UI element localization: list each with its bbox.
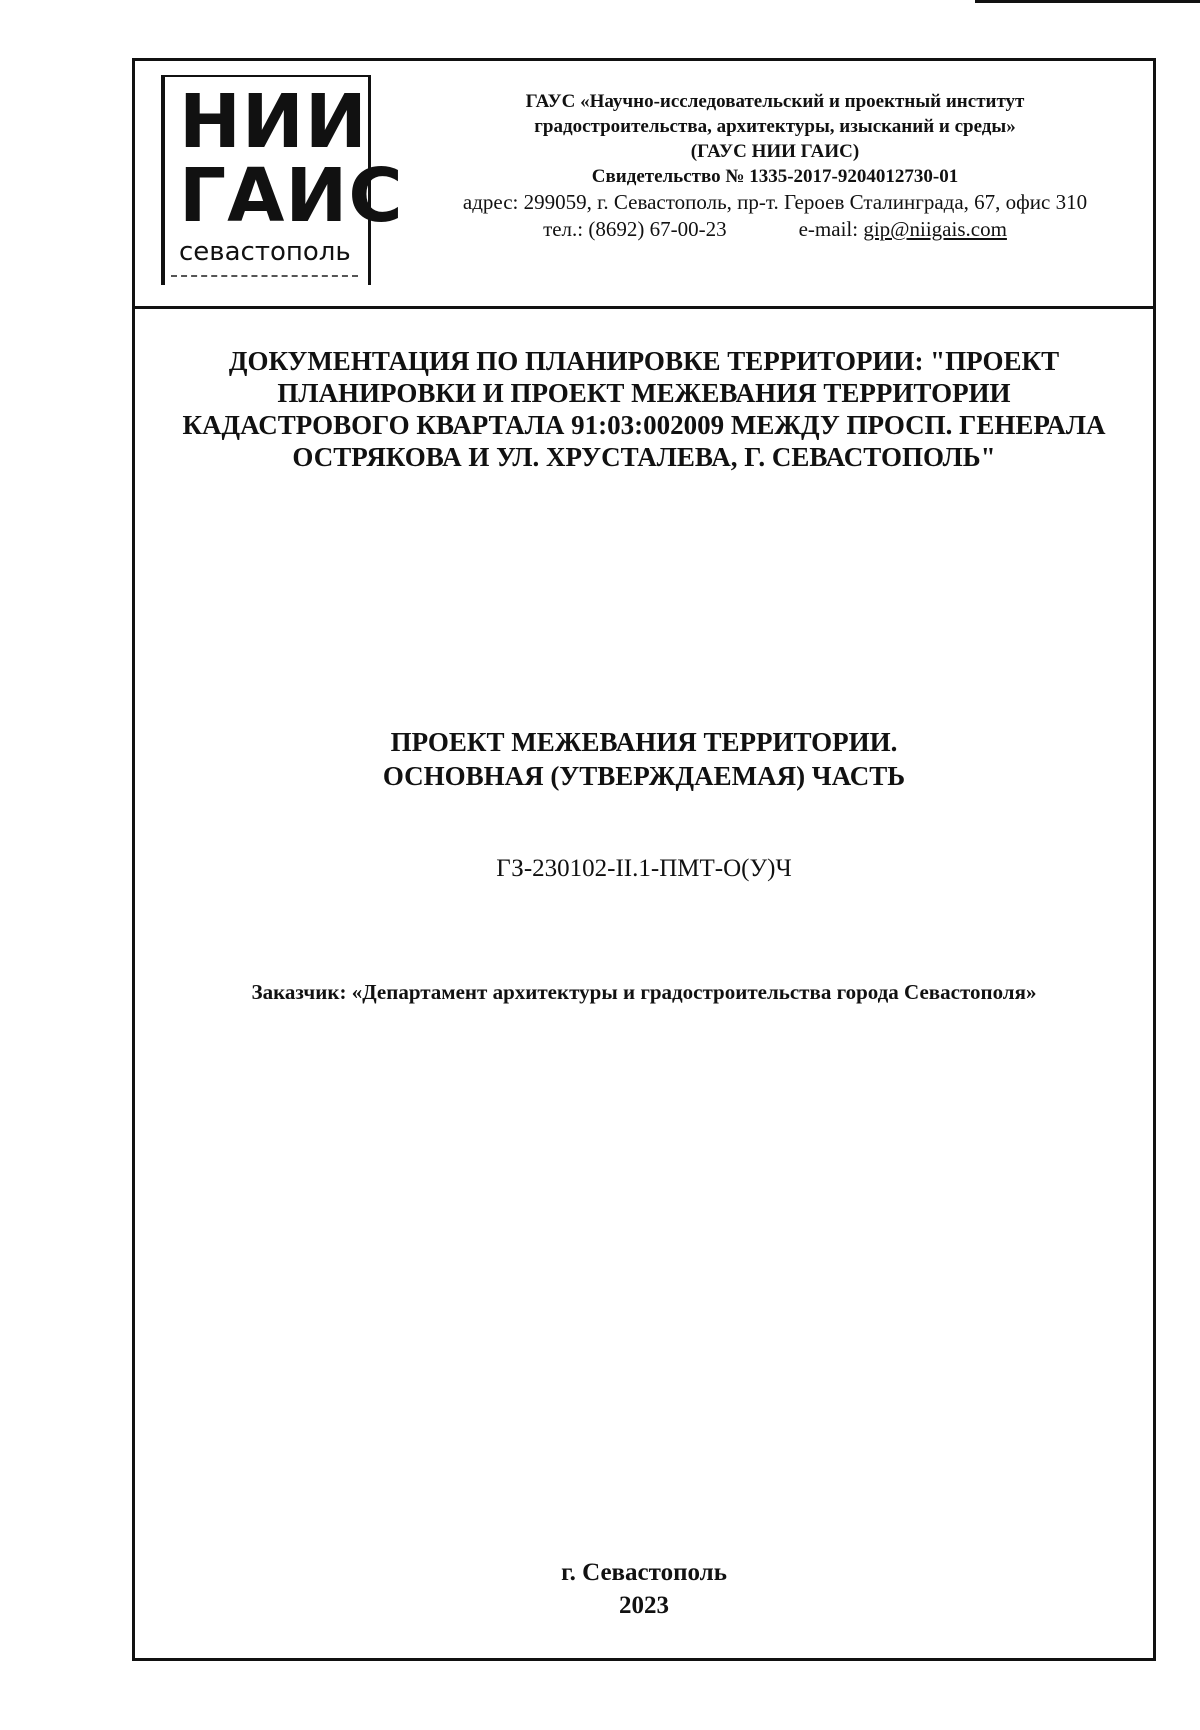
org-abbreviation: (ГАУС НИИ ГАИС) <box>690 141 860 162</box>
logo-text-gais: ГАИС <box>179 153 404 239</box>
header-block <box>135 61 1153 309</box>
title-line-2: ПЛАНИРОВКИ И ПРОЕКТ МЕЖЕВАНИЯ ТЕРРИТОРИИ <box>277 378 1011 408</box>
customer-line: Заказчик: «Департамент архитектуры и градостроительства города Севастополя» <box>251 980 1037 1004</box>
org-name-line2: градостроительства, архитектуры, изысканий и среды» <box>534 116 1016 137</box>
document-code: ГЗ-230102-II.1-ПМТ-О(У)Ч <box>496 855 792 882</box>
org-contacts <box>395 216 1155 243</box>
section-title <box>135 725 1153 793</box>
footer-city: г. Севастополь <box>561 1559 727 1586</box>
title-page-frame <box>132 58 1156 1661</box>
organization-info <box>395 89 1155 243</box>
document-title <box>135 345 1153 473</box>
institute-logo <box>161 75 404 285</box>
section-title-line-1: ПРОЕКТ МЕЖЕВАНИЯ ТЕРРИТОРИИ. <box>390 727 898 757</box>
org-name-line1: ГАУС «Научно-исследовательский и проектный институт <box>525 91 1025 112</box>
org-email-label: e-mail: <box>798 217 859 241</box>
title-line-3: КАДАСТРОВОГО КВАРТАЛА 91:03:002009 МЕЖДУ ПРОСП. ГЕНЕРАЛА <box>182 410 1106 440</box>
logo-text-city: севастополь <box>179 237 351 267</box>
logo-text-nii: НИИ <box>179 79 368 165</box>
org-phone: тел.: (8692) 67-00-23 <box>543 217 727 241</box>
org-certificate: Свидетельство № 1335-2017-9204012730-01 <box>591 166 959 187</box>
org-address: адрес: 299059, г. Севастополь, пр-т. Героев Сталинграда, 67, офис 310 <box>462 190 1088 214</box>
logo-bottom-rule <box>171 275 358 277</box>
section-title-line-2: ОСНОВНАЯ (УТВЕРЖДАЕМАЯ) ЧАСТЬ <box>382 761 906 791</box>
title-line-1: ДОКУМЕНТАЦИЯ ПО ПЛАНИРОВКЕ ТЕРРИТОРИИ: "ПРОЕКТ <box>228 346 1060 376</box>
org-email-link[interactable]: gip@niigais.com <box>863 217 1007 241</box>
title-line-4: ОСТРЯКОВА И УЛ. ХРУСТАЛЕВА, Г. СЕВАСТОПОЛЬ" <box>292 442 996 472</box>
footer-place-year <box>135 1556 1153 1622</box>
footer-year: 2023 <box>619 1592 669 1619</box>
corner-scan-line <box>975 0 1200 3</box>
logo-top-rule <box>165 75 368 77</box>
